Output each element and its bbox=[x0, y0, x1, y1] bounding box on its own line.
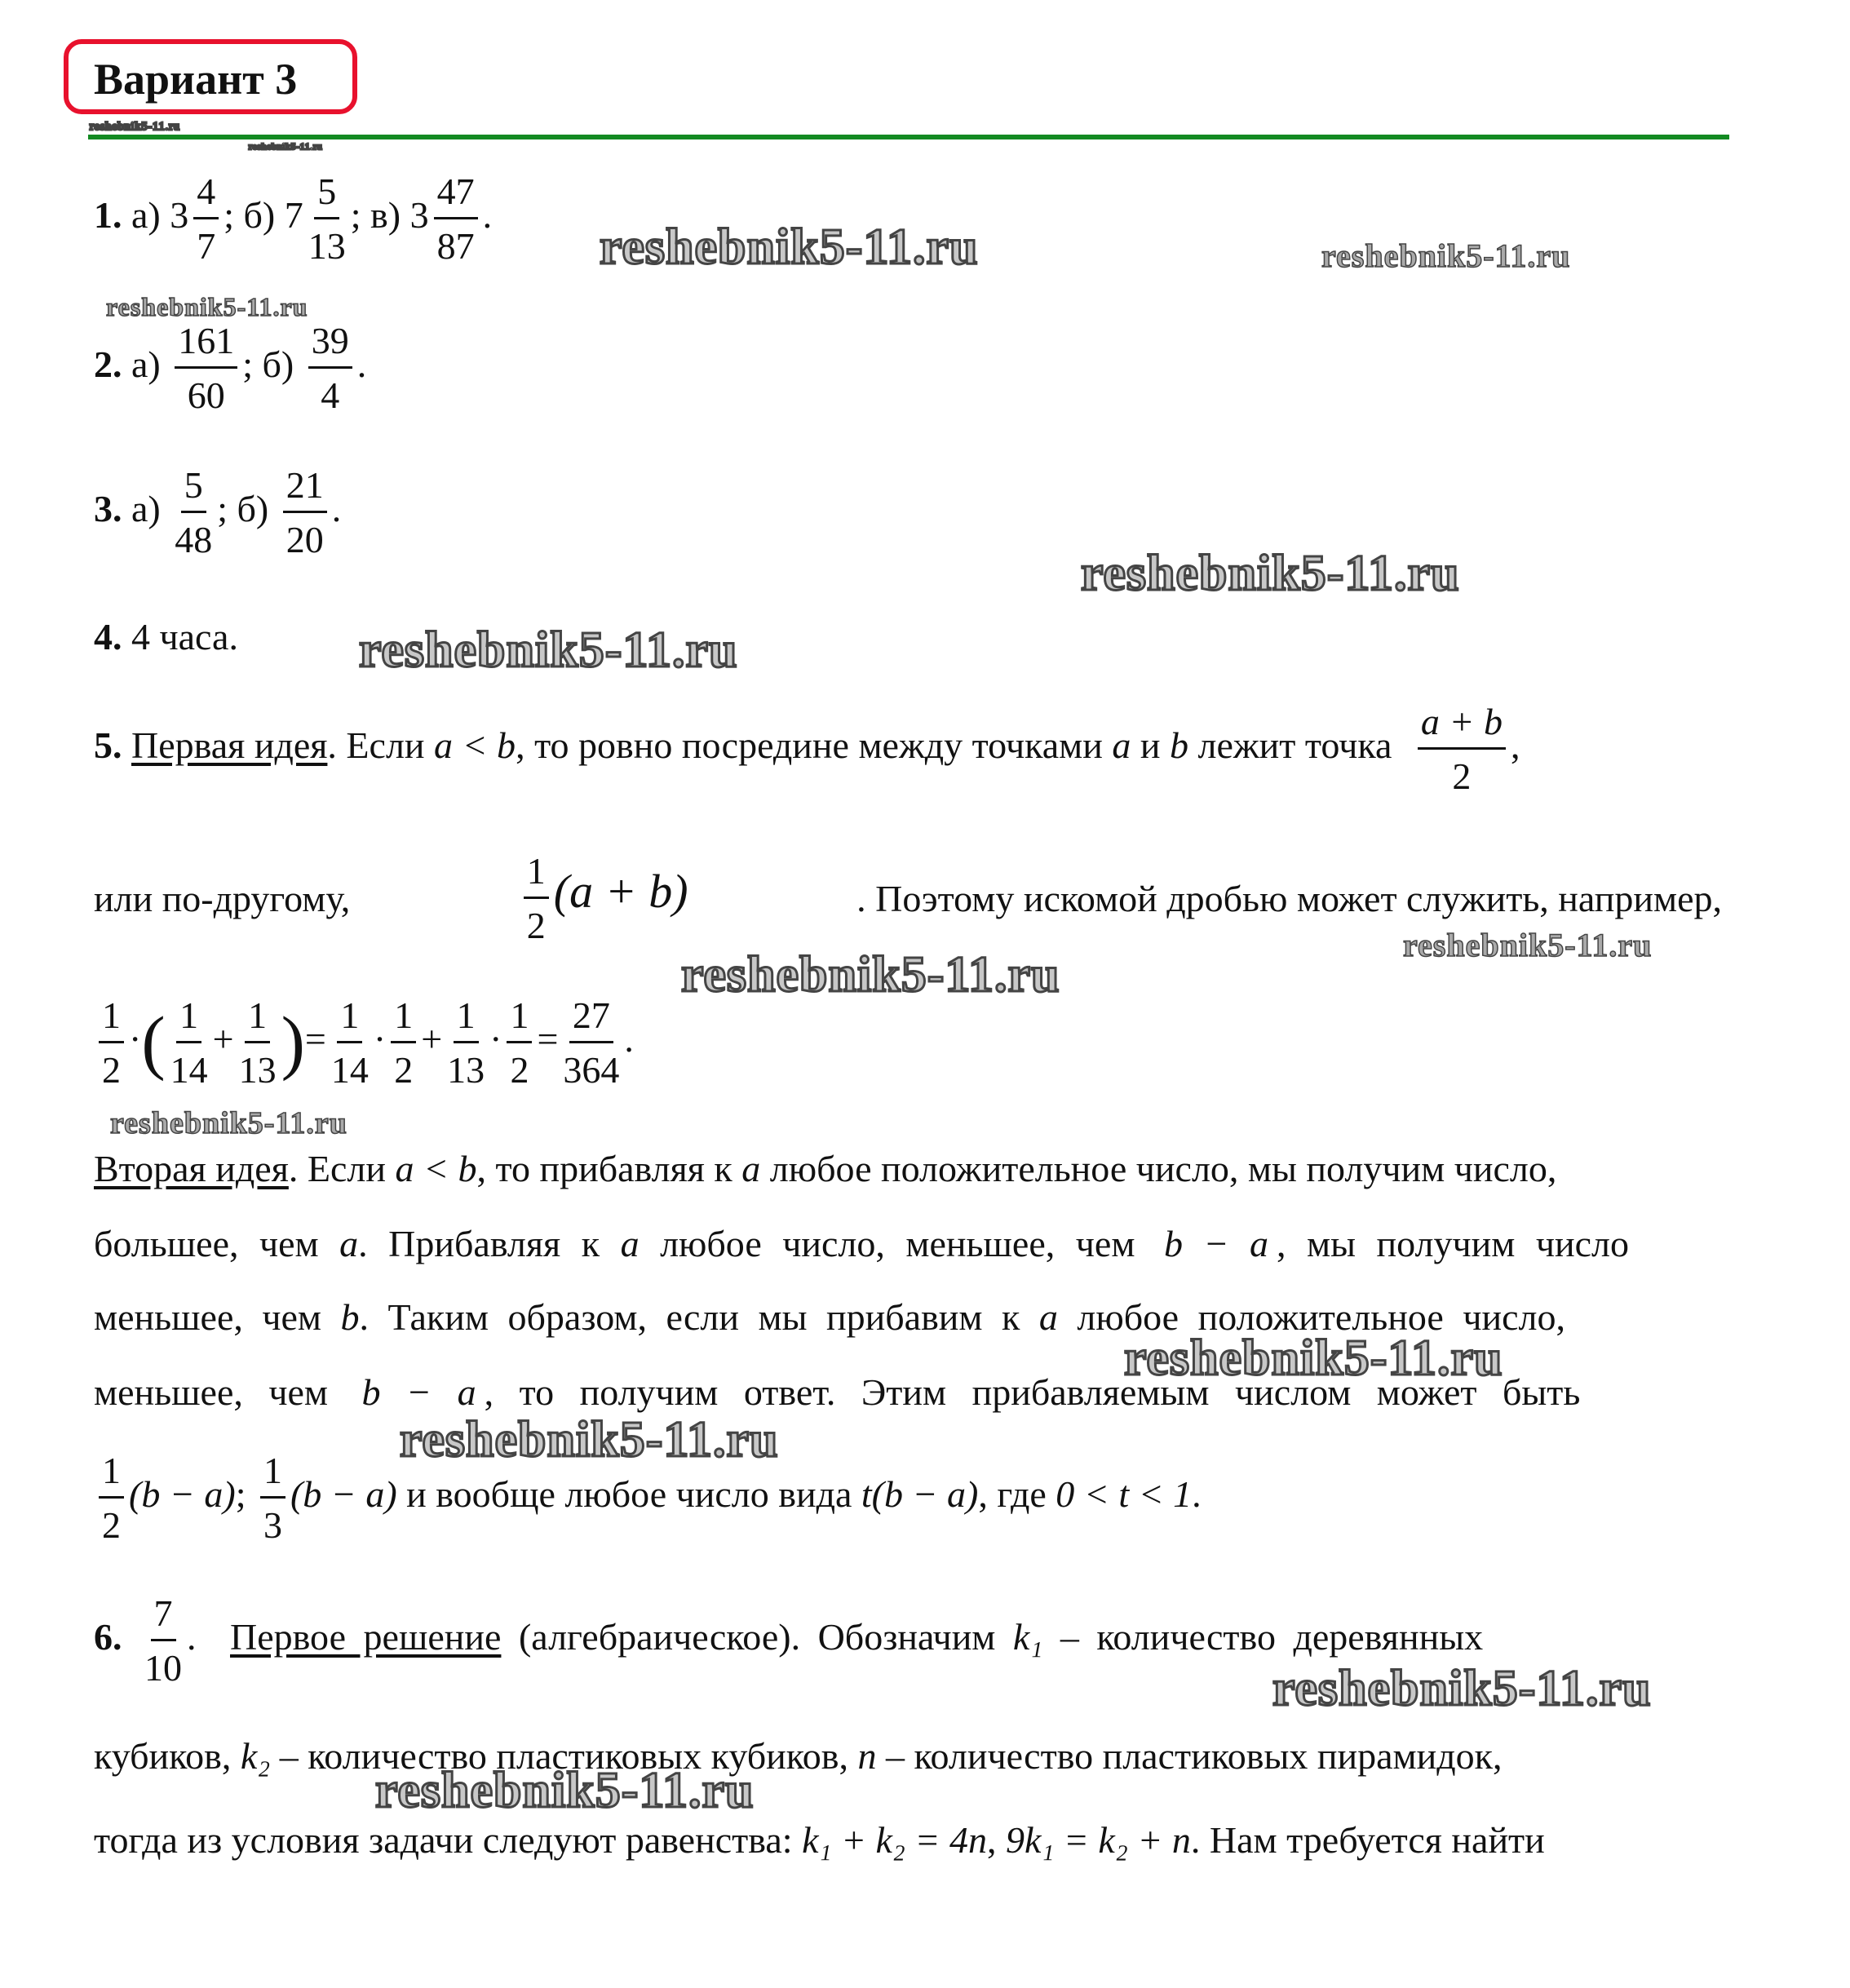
fraction: $\frac{1}{3}$ bbox=[260, 1452, 285, 1544]
problem-5-line-1: 5. Первая идея. Если a < b, то ровно посредине между точками a и b лежит точка $\frac{a + b}{2}$ , bbox=[94, 701, 1520, 797]
watermark: reshebnik5-11.ru bbox=[600, 219, 979, 275]
problem-5-idea2-line-1: Вторая идея. Если a < b, то прибавляя к a любое положительное число, мы получим число, bbox=[94, 1148, 1557, 1189]
watermark: reshebnik5-11.ru bbox=[90, 121, 180, 133]
problem-number: 6. bbox=[94, 1616, 122, 1658]
problem-5-equation: $\frac{1}{2}$ ·( $\frac{1}{14}$ + $\frac{1}{13}$ )= $\frac{1}{14}$ · $\frac{1}{2}$ + $\frac{1}{13}$ · $\frac{1}{2}$ = $\frac{27}{364}$ . bbox=[94, 997, 634, 1089]
problem-5-line-2: или по-другому, $\frac{1}{2}$ (a + b) . Поэтому искомой дробью может служить, например, bbox=[94, 850, 1722, 946]
header-rule bbox=[88, 135, 1729, 139]
watermark: reshebnik5-11.ru bbox=[359, 622, 738, 678]
page-title: Вариант 3 bbox=[94, 55, 298, 104]
watermark: reshebnik5-11.ru bbox=[681, 947, 1060, 1003]
problem-2: 2. а) $\frac{161}{60}$ ; б) $\frac{39}{4}$ . bbox=[94, 320, 367, 416]
fraction: $\frac{47}{87}$ bbox=[434, 173, 478, 265]
answer-fraction: $\frac{7}{10}$ bbox=[144, 1592, 182, 1689]
problem-number: 2. bbox=[94, 343, 122, 386]
problem-6-line-3: тогда из условия задачи следуют равенства: k₁ + k₂ = 4n, 9k₁ = k₂ + n. Нам требуется найти bbox=[94, 1819, 1545, 1861]
problem-5-idea2-line-2: большее, чем a. Прибавляя к a любое число, меньшее, чем b − a , мы получим число bbox=[94, 1223, 1629, 1264]
fraction: $\frac{1}{13}$ bbox=[447, 994, 485, 1091]
watermark: reshebnik5-11.ru bbox=[106, 292, 308, 321]
fraction: $\frac{1}{2}$ bbox=[99, 1452, 124, 1544]
fraction: $\frac{39}{4}$ bbox=[308, 322, 352, 414]
watermark: reshebnik5-11.ru bbox=[375, 1763, 755, 1818]
watermark: reshebnik5-11.ru bbox=[1124, 1330, 1503, 1386]
fraction: $\frac{4}{7}$ bbox=[193, 173, 219, 265]
problem-4: 4. 4 часа. bbox=[94, 616, 238, 658]
watermark: reshebnik5-11.ru bbox=[1272, 1661, 1652, 1716]
problem-number: 4. bbox=[94, 616, 122, 658]
fraction: $\frac{1}{14}$ bbox=[170, 994, 208, 1091]
problem-1: 1. а) 3 $\frac{4}{7}$ ; б) 7 $\frac{5}{13}$ ; в) 3 $\frac{47}{87}$ . bbox=[94, 170, 493, 267]
problem-3: 3. а) $\frac{5}{48}$ ; б) $\frac{21}{20}$ . bbox=[94, 464, 342, 560]
fraction: $\frac{1}{13}$ bbox=[238, 994, 277, 1091]
watermark: reshebnik5-11.ru bbox=[110, 1106, 347, 1140]
fraction: $\frac{161}{60}$ bbox=[175, 322, 237, 414]
fraction: $\frac{1}{2}$ bbox=[524, 852, 549, 945]
fraction: $\frac{1}{2}$ bbox=[507, 997, 532, 1089]
fraction: $\frac{5}{13}$ bbox=[308, 170, 346, 267]
problem-6-line-2: кубиков, k₂ – количество пластиковых кубиков, n – количество пластиковых пирамидок, bbox=[94, 1735, 1503, 1777]
problem-5-idea2-line-3: меньшее, чем b. Таким образом, если мы прибавим к a любое положительное число, bbox=[94, 1296, 1565, 1338]
watermark: reshebnik5-11.ru bbox=[400, 1412, 779, 1468]
idea-1-label: Первая идея bbox=[131, 724, 328, 767]
problem-5-idea2-line-4: меньшее, чем b − a , то получим ответ. Этим прибавляемым числом может быть bbox=[94, 1371, 1581, 1413]
fraction: $\frac{1}{2}$ bbox=[99, 997, 124, 1089]
problem-number: 1. bbox=[94, 194, 122, 237]
fraction: $\frac{27}{364}$ bbox=[563, 994, 620, 1091]
solution-1-label: Первое решение bbox=[230, 1616, 502, 1658]
fraction: $\frac{21}{20}$ bbox=[283, 467, 327, 559]
watermark: reshebnik5-11.ru bbox=[1321, 237, 1571, 274]
idea-2-label: Вторая идея bbox=[94, 1148, 289, 1189]
problem-number: 5. bbox=[94, 724, 122, 767]
fraction: $\frac{a + b}{2}$ bbox=[1418, 703, 1506, 795]
fraction: $\frac{1}{2}$ bbox=[391, 997, 416, 1089]
watermark: reshebnik5-11.ru bbox=[1081, 546, 1460, 601]
problem-number: 3. bbox=[94, 488, 122, 530]
problem-6-line-1: 6. $\frac{7}{10}$ . Первое решение (алгебраическое). Обозначим k₁ – количество деревянных bbox=[94, 1592, 1484, 1689]
fraction: $\frac{1}{14}$ bbox=[330, 994, 369, 1091]
watermark: reshebnik5-11.ru bbox=[1403, 927, 1653, 963]
problem-5-idea2-line-5: $\frac{1}{2}$ (b − a); $\frac{1}{3}$ (b − a) и вообще любое число вида t(b − a), где 0 < t < 1. bbox=[94, 1452, 1202, 1544]
fraction: $\frac{5}{48}$ bbox=[175, 464, 213, 560]
watermark: reshebnik5-11.ru bbox=[249, 142, 323, 152]
